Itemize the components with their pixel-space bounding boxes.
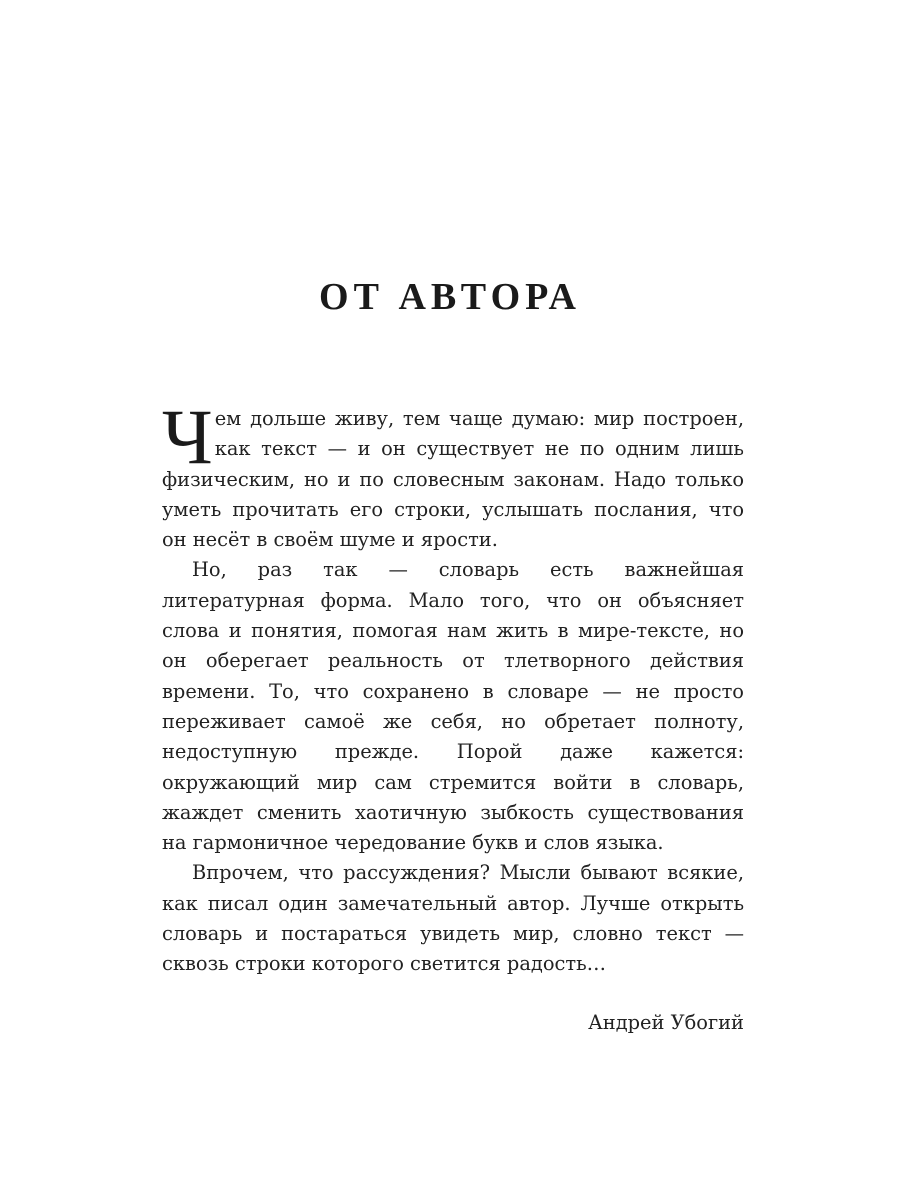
paragraph-3: Впрочем, что рассуждения? Мысли бывают всякие, как писал один замечательный автор. Лучше открыть словарь и постараться увидеть мир, словно текст — сквозь строки которого светится радость…: [162, 861, 744, 976]
body-text: [162, 393, 744, 980]
drop-cap: Ч: [162, 393, 213, 480]
paragraph-2: Но, раз так — словарь есть важнейшая литературная форма. Мало того, что он объясняет слова и понятия, помогая нам жить в мире-тексте, но он оберегает реальность от тлетворного действия времени. То, что сохранено в словаре — не просто переживает самоё же себя, но обретает полноту, недоступную прежде. Порой даже кажется: окружающий мир сам стремится войти в словарь, жаждет сменить хаотичную зыбкость существования на гармоничное чередование букв и слов языка.: [162, 558, 744, 855]
author-signature: Андрей Убогий: [588, 1011, 744, 1034]
paragraph-1: [162, 393, 744, 555]
page-title: ОТ АВТОРА: [319, 276, 581, 318]
paragraph-1-text: ем дольше живу, тем чаще думаю: мир построен, как текст — и он существует не по одним лишь физическим, но и по словесным законам. Надо только уметь прочитать его строки, услышать послания, что он несёт в своём шуме и ярости.: [162, 407, 744, 552]
